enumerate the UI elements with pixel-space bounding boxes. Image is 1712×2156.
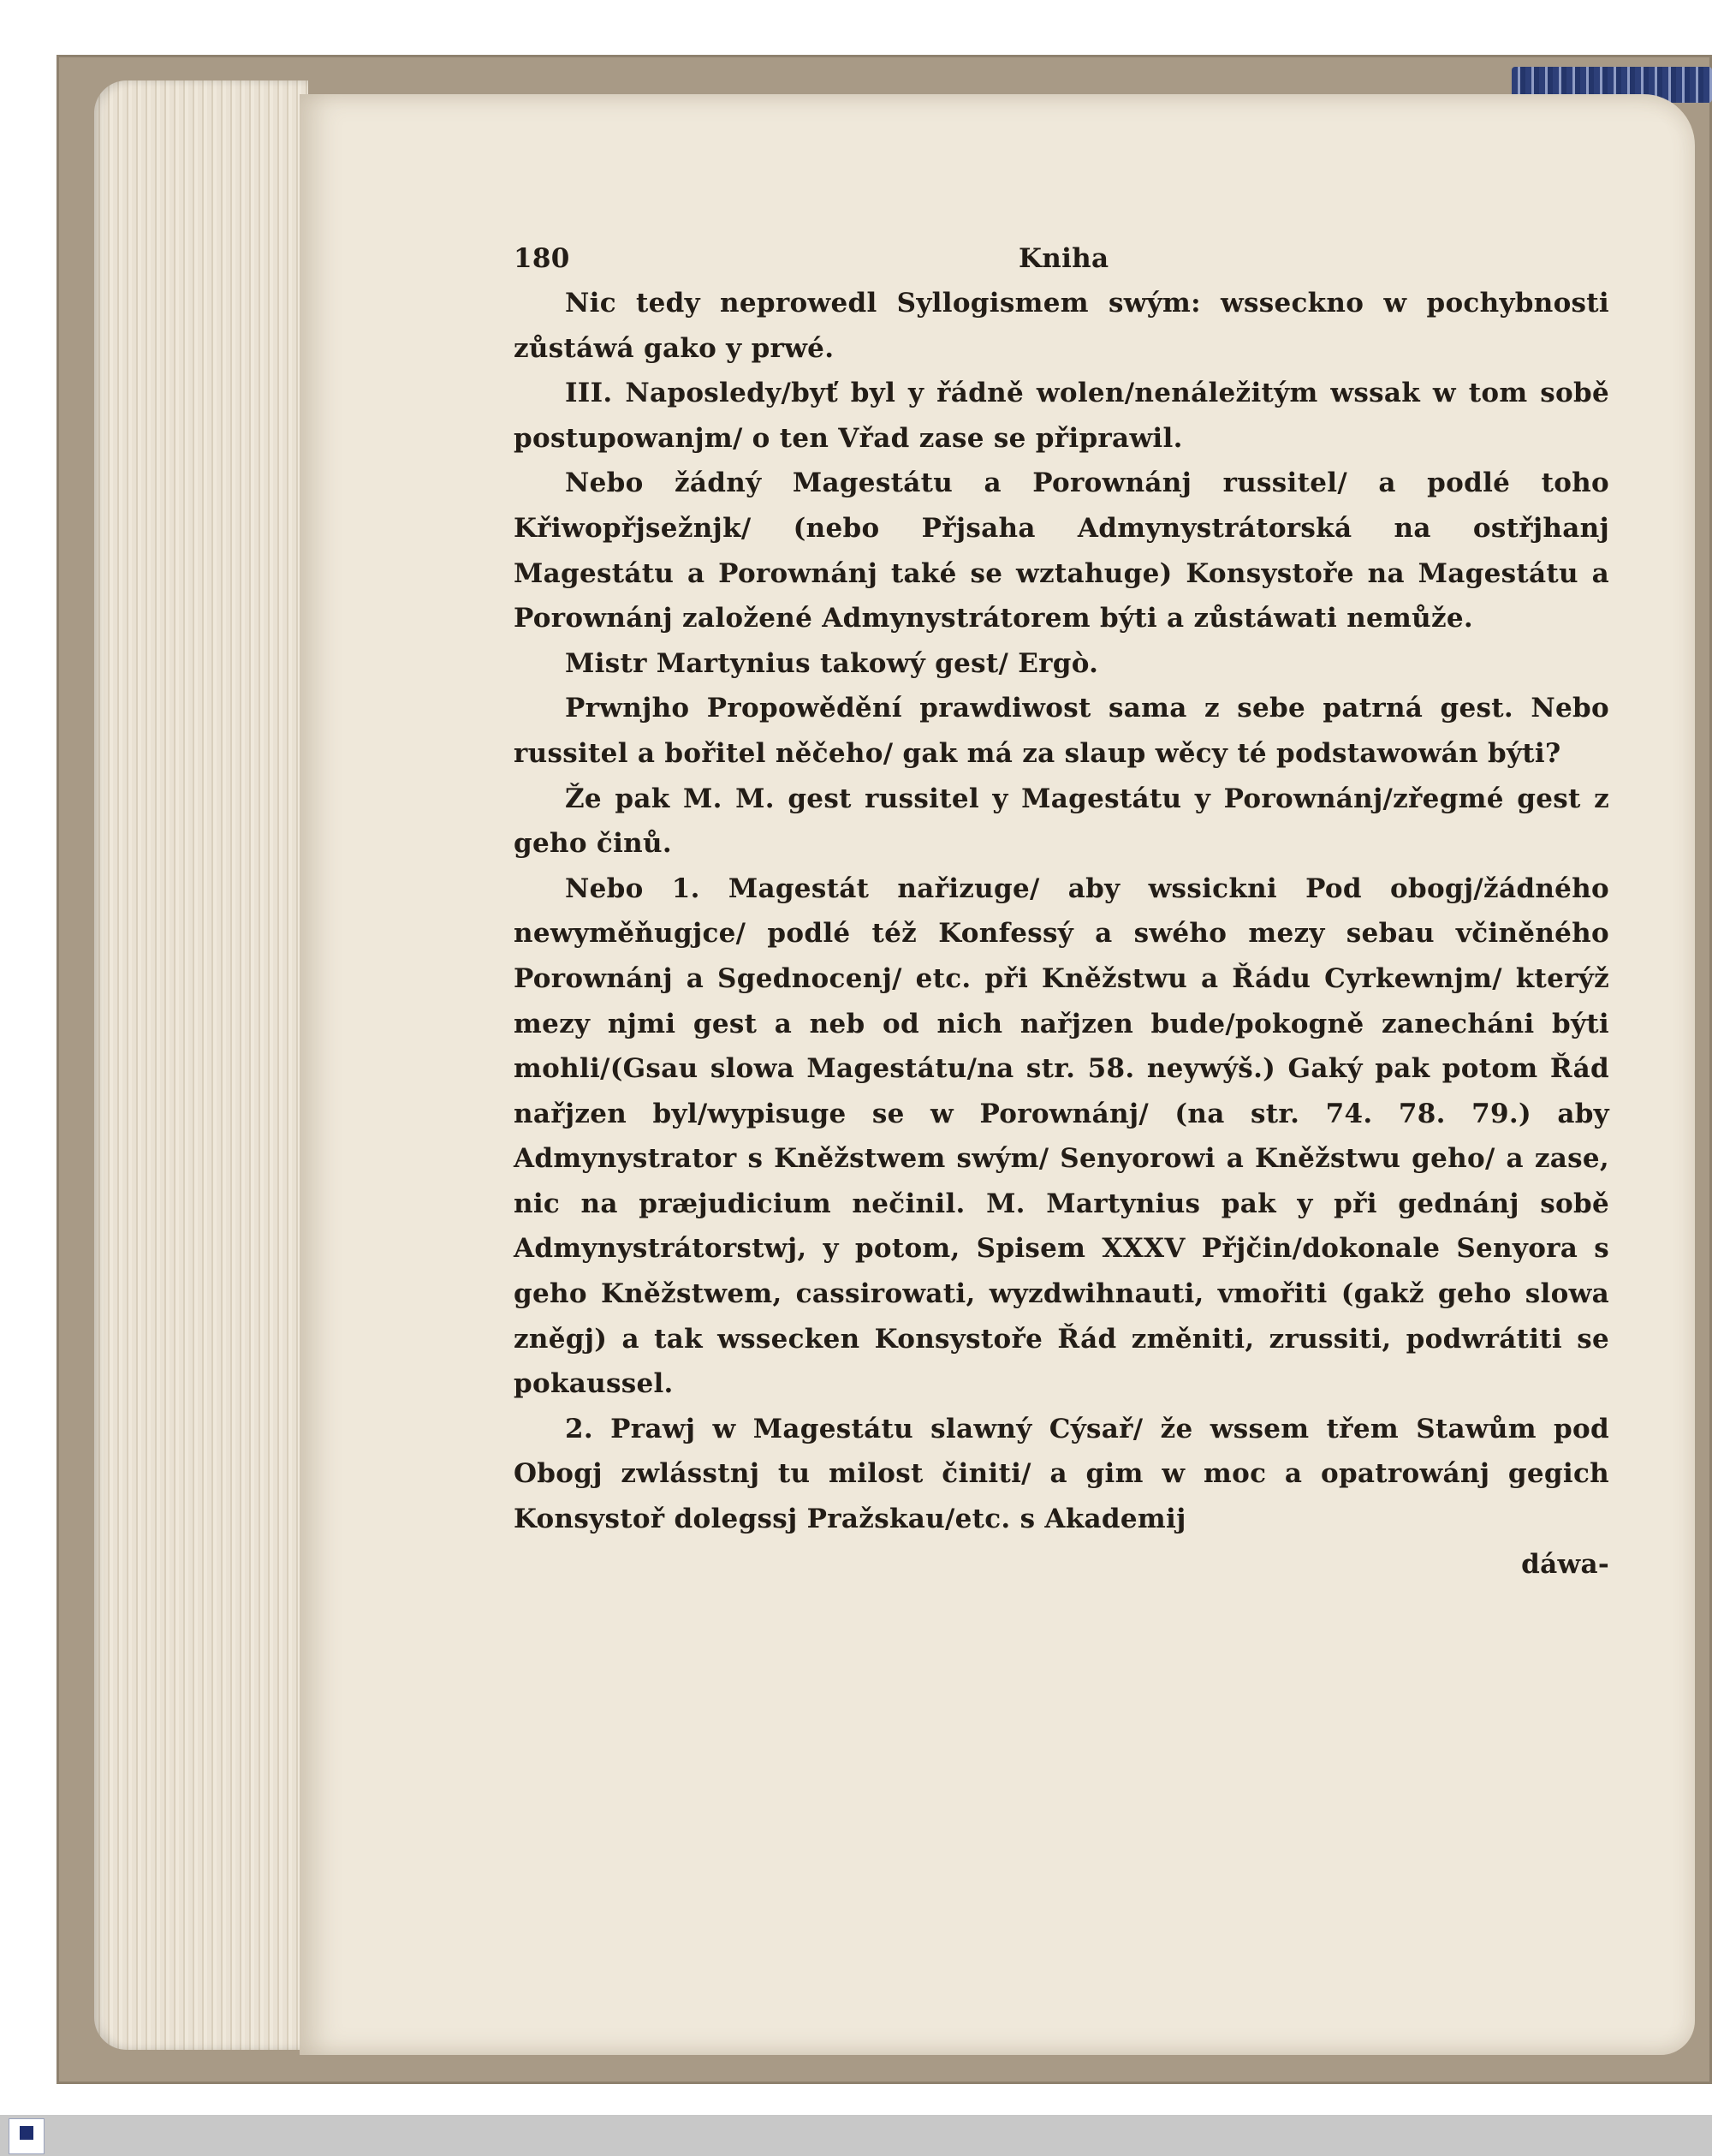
library-logo-mark <box>20 2126 33 2140</box>
page-text <box>514 236 1609 1587</box>
paragraph: Že pak M. M. gest russitel y Magestátu y Porownánj/zřegmé gest z geho činů. <box>514 783 1609 860</box>
paragraph: Nic tedy neprowedl Syllogismem swým: wsseckno w pochybnosti zůstáwá gako y prwé. <box>514 288 1609 364</box>
paragraph: Nebo 1. Magestát nařizuge/ aby wssickni Pod obogj/žádného newyměňugjce/ podlé též Konfessý a swého mezy sebau včiněného Porownánj a Sgednocenj/ etc. při Kněžstwu a Řádu Cyrkewnjm/ kterýž mezy njmi gest a neb od nich nařjzen bude/pokogně zanecháni býti mohli/(Gsau slowa Magestátu/na str. 58. neywýš.) Gaký pak potom Řád nařjzen byl/wypisuge se w Porownánj/ (na str. 74. 78. 79.) aby Admynystrator s Kněžstwem swým/ Senyorowi a Kněžstwu geho/ a zase, nic na præjudicium nečinil. M. Martynius pak y při gednánj sobě Admynystrátorstwj, y potom, Spisem XXXV Přjčin/dokonale Senyora s geho Kněžstwem, cassirowati, wyzdwihnauti, vmořiti (gakž geho slowa zněgj) a tak wssecken Konsystoře Řád změniti, zrussiti, podwrátiti se pokaussel. <box>514 873 1609 1400</box>
catchword: dáwa- <box>1521 1548 1609 1580</box>
folio-number: 180 <box>514 243 570 274</box>
page-edges <box>94 80 308 2050</box>
paragraph: Mistr Martynius takowý gest/ Ergò. <box>565 647 1099 679</box>
paragraph: Prwnjho Propowědění prawdiwost sama z sebe patrná gest. Nebo russitel a bořitel něčeho/ gak má za slaup wěcy té podstawowán býti? <box>514 693 1609 769</box>
running-header <box>514 236 1609 281</box>
paragraph: Nebo žádný Magestátu a Porownánj russitel/ a podlé toho Křiwopřjsežnjk/ (nebo Přjsaha Admynystrátorská na ostřjhanj Magestátu a Porownánj také se wztahuge) Konsystoře na Magestátu a Porownánj založené Admynystrátorem býti a zůstáwati nemůže. <box>514 468 1609 634</box>
paragraph: 2. Prawj w Magestátu slawný Cýsař/ že wssem třem Stawům pod Obogj zwlásstnj tu milost činiti/ a gim w moc a opatrowánj gegich Konsystoř dolegssj Pražskau/etc. s Akademij <box>514 1413 1609 1535</box>
viewer-bottom-bar <box>0 2115 1712 2156</box>
paragraph: III. Naposledy/byť byl y řádně wolen/nenáležitým wssak w tom sobě postupowanjm/ o ten Vřad zase se připrawil. <box>514 378 1609 454</box>
running-head-title: Kniha <box>1019 243 1109 274</box>
library-logo-icon <box>9 2118 45 2154</box>
